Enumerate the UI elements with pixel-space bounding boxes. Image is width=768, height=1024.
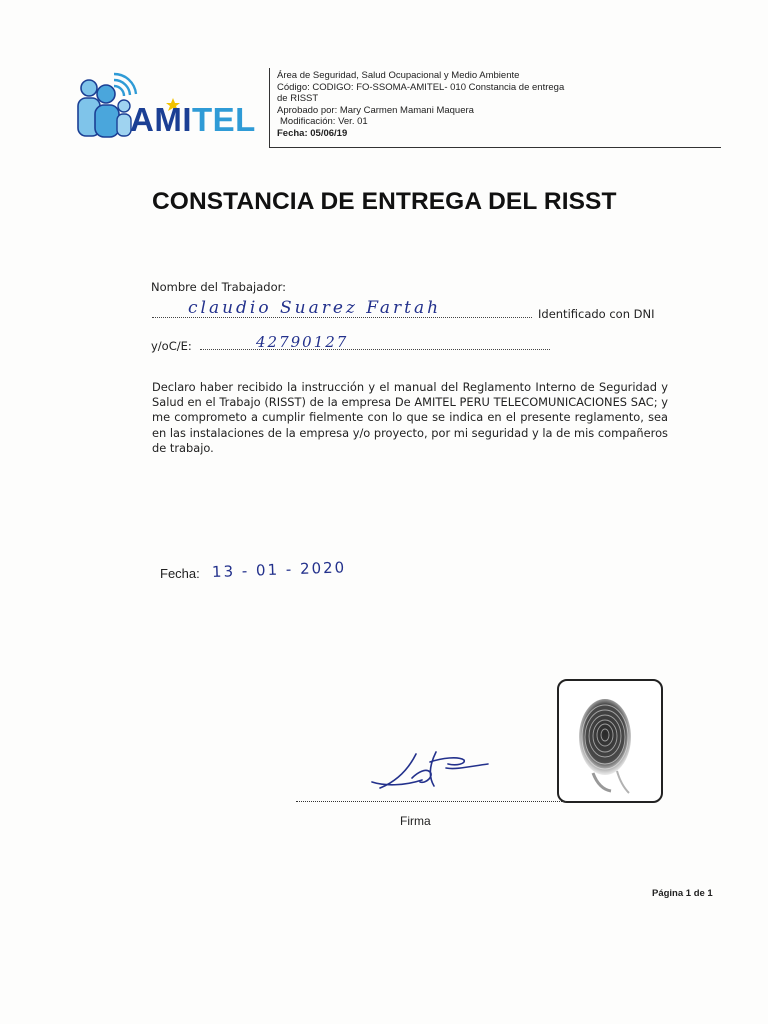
header-aprobado: Aprobado por: Mary Carmen Mamani Maquera <box>277 104 474 116</box>
header-area: Área de Seguridad, Salud Ocupacional y Medio Ambiente <box>277 70 520 81</box>
header-vertical-divider <box>269 68 270 148</box>
signature-dotted-line <box>296 801 566 802</box>
declaration-paragraph: Declaro haber recibido la instrucción y el manual del Reglamento Interno de Seguridad y Salud en el Trabajo (RISST) de la empresa De AMITEL PERU TELECOMUNICACIONES SAC; y me comprometo a cumplir fielmente con lo que se indica en el presente reglamento, sea en las instalaciones de la empresa y/o proyecto, por mi seguridad y la de mis compañeros de trabajo. <box>152 380 668 455</box>
signature-scribble-icon <box>360 742 500 802</box>
amitel-logo <box>74 66 270 146</box>
header-codigo: Código: CODIGO: FO-SSOMA-AMITEL- 010 Constancia de entrega <box>277 81 565 93</box>
dni-dotted-line <box>200 348 550 350</box>
header-modificacion: Modificación: Ver. 01 <box>280 116 368 128</box>
dni-label: y/oC/E: <box>151 339 192 353</box>
header-codigo-cont: de RISST <box>277 93 319 105</box>
nombre-handwritten: claudio Suarez Fartah <box>188 298 442 318</box>
handwritten-signature <box>360 742 500 807</box>
header-horizontal-divider <box>269 147 721 148</box>
page-number: Página 1 de 1 <box>652 888 713 899</box>
fingerprint-icon <box>559 681 661 801</box>
logo-wordmark: AMITEL <box>130 101 256 138</box>
firma-label: Firma <box>400 814 431 828</box>
fecha-label: Fecha: <box>160 566 200 581</box>
fecha-handwritten: 13 - 01 - 2020 <box>211 558 347 581</box>
identificado-label: Identificado con DNI <box>538 307 655 321</box>
header-info-block <box>277 70 577 140</box>
nombre-label: Nombre del Trabajador: <box>151 280 287 294</box>
fingerprint-box <box>557 679 663 803</box>
document-title: CONSTANCIA DE ENTREGA DEL RISST <box>152 188 617 215</box>
header-fecha: Fecha: 05/06/19 <box>277 127 348 139</box>
dni-handwritten: 42790127 <box>256 333 349 351</box>
